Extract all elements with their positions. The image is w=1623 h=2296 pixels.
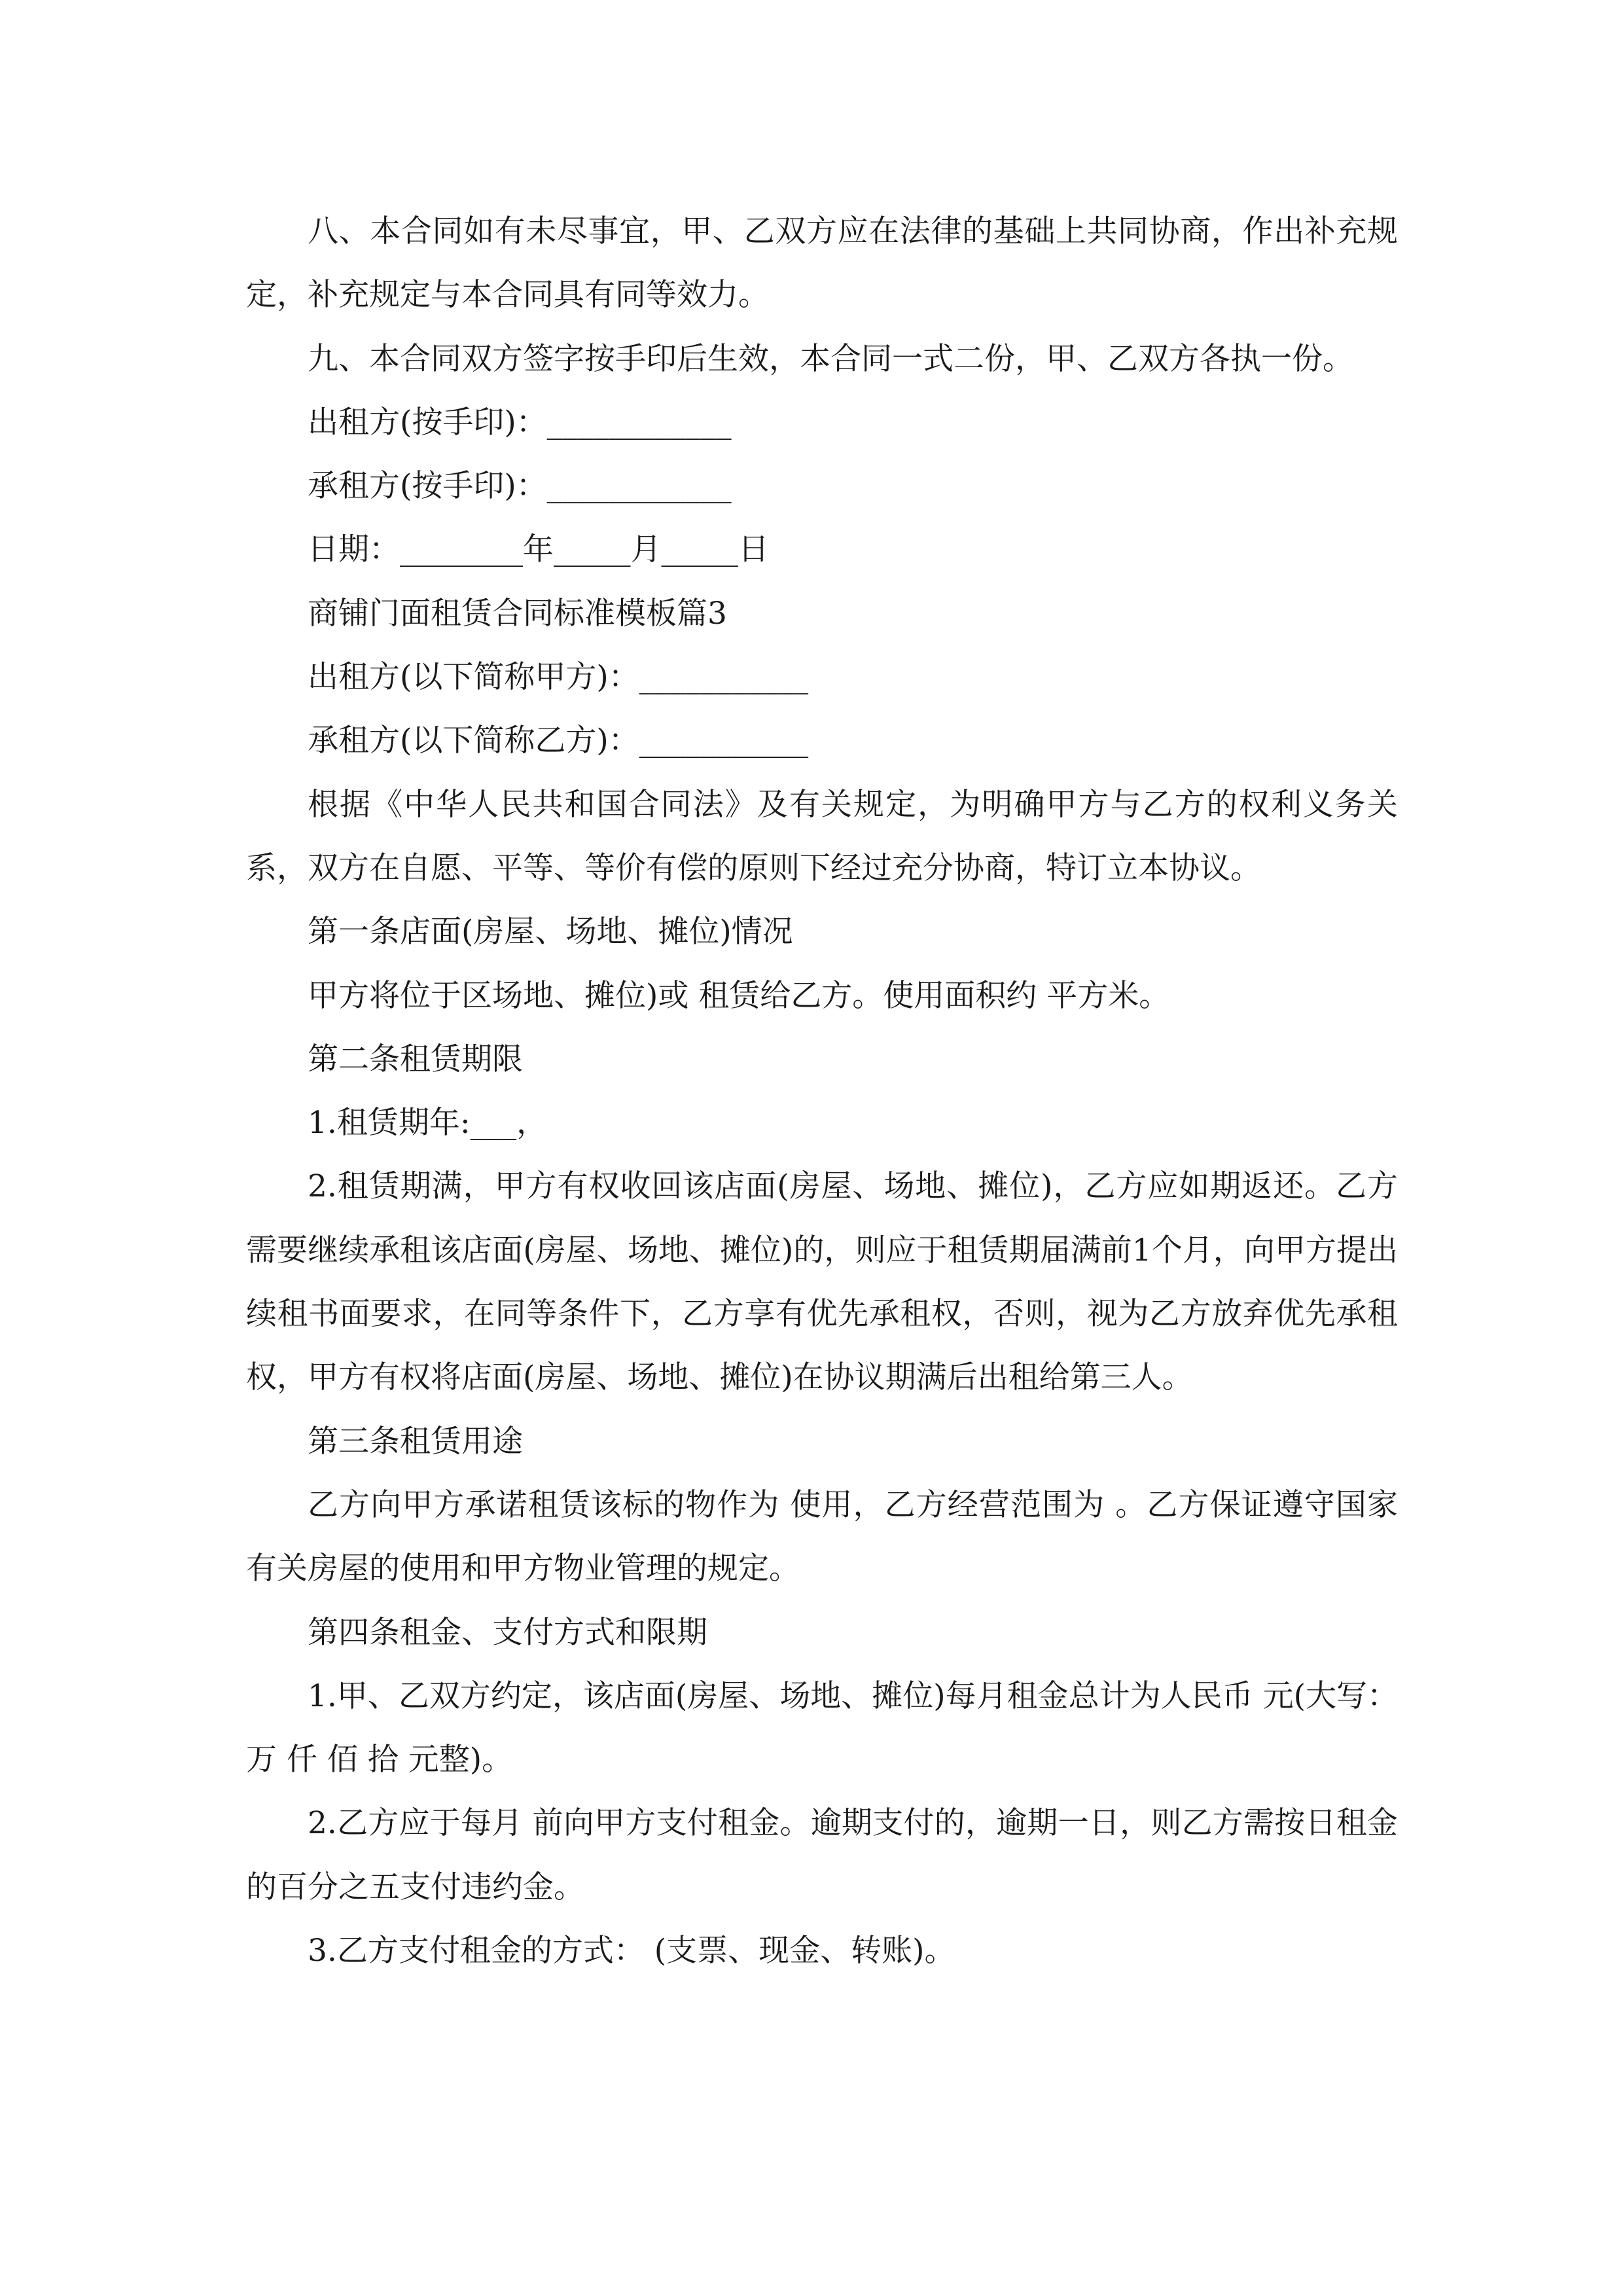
lessor-signature-line: 出租方(按手印)：____________ xyxy=(308,404,732,440)
article-2-item-2: 2.租赁期满，甲方有权收回该店面(房屋、场地、摊位)，乙方应如期返还。乙方需要继续承租该店面(房屋、场地、摊位)的，则应于租赁期届满前1个月，向甲方提出续租书面要求，在同等条件下，乙方享有优先承租权，否则，视为乙方放弃优先承租权，甲方有权将店面(房屋、场地、摊位)在协议期满后出租给第三人。 xyxy=(246,1168,1398,1396)
document-body xyxy=(246,200,1398,1982)
paragraph-clause-9: 九、本合同双方签字按手印后生效，本合同一式二份，甲、乙双方各执一份。 xyxy=(308,340,1353,377)
article-1-heading: 第一条店面(房屋、场地、摊位)情况 xyxy=(308,914,793,950)
article-3-heading: 第三条租赁用途 xyxy=(308,1423,523,1460)
article-1-body: 甲方将位于区场地、摊位)或 租赁给乙方。使用面积约 平方米。 xyxy=(308,977,1170,1014)
article-4-item-3: 3.乙方支付租金的方式： (支票、现金、转账)。 xyxy=(308,1933,955,1969)
article-2-heading: 第二条租赁期限 xyxy=(308,1041,523,1077)
preamble-paragraph: 根据《中华人民共和国合同法》及有关规定，为明确甲方与乙方的权利义务关系，双方在自愿、平等、等价有偿的原则下经过充分协商，特订立本协议。 xyxy=(246,786,1398,886)
party-a-line: 出租方(以下简称甲方)：___________ xyxy=(308,659,809,696)
party-b-line: 承租方(以下简称乙方)：___________ xyxy=(308,723,809,759)
article-4-heading: 第四条租金、支付方式和限期 xyxy=(308,1614,707,1651)
paragraph-clause-8: 八、本合同如有未尽事宜，甲、乙双方应在法律的基础上共同协商，作出补充规定，补充规定与本合同具有同等效力。 xyxy=(246,213,1398,314)
article-4-item-1: 1.甲、乙双方约定，该店面(房屋、场地、摊位)每月租金总计为人民币 元(大写： 万 仟 佰 拾 元整)。 xyxy=(246,1677,1398,1778)
date-line: 日期：________年_____月_____日 xyxy=(308,531,769,568)
lessee-signature-line: 承租方(按手印)：____________ xyxy=(308,468,732,505)
article-3-body: 乙方向甲方承诺租赁该标的物作为 使用，乙方经营范围为 。乙方保证遵守国家有关房屋的使用和甲方物业管理的规定。 xyxy=(246,1486,1398,1587)
section-title: 商铺门面租赁合同标准模板篇3 xyxy=(308,595,727,632)
article-4-item-2: 2.乙方应于每月 前向甲方支付租金。逾期支付的，逾期一日，则乙方需按日租金的百分之五支付违约金。 xyxy=(246,1805,1398,1905)
article-2-item-1: 1.租赁期年:___， xyxy=(308,1105,548,1141)
